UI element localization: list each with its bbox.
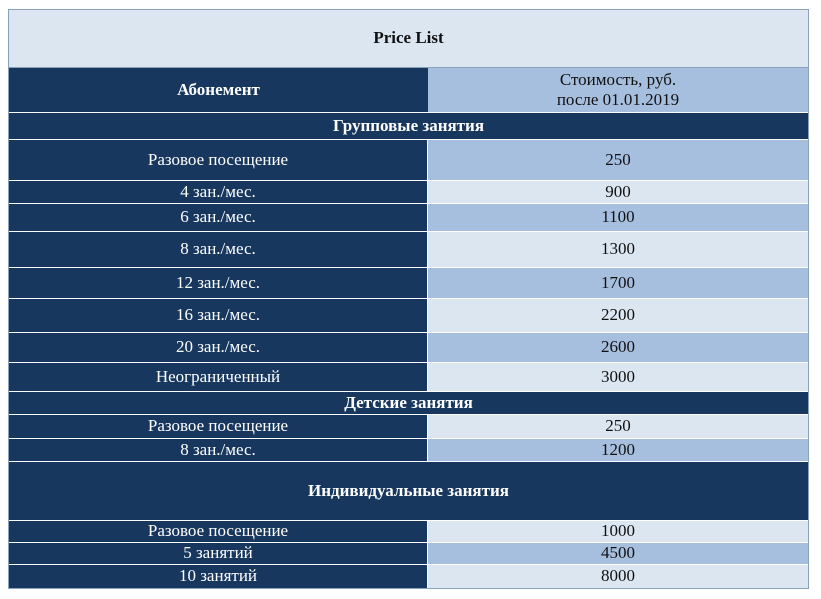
row-label: 10 занятий: [9, 565, 428, 588]
table-row: [9, 543, 808, 565]
table-row: [9, 232, 808, 268]
section-kids: [9, 392, 808, 415]
header-price-line2: после 01.01.2019: [556, 90, 680, 109]
table-row: [9, 140, 808, 181]
table-row: [9, 268, 808, 299]
table-title: Price List: [373, 28, 444, 48]
table-row: [9, 521, 808, 543]
table-row: [9, 333, 808, 363]
table-row: [9, 565, 808, 588]
row-label: 16 зан./мес.: [9, 299, 428, 332]
row-label: Неограниченный: [9, 363, 428, 391]
row-price: 2600: [428, 333, 808, 362]
row-price: 250: [428, 140, 808, 180]
row-label: 5 занятий: [9, 543, 428, 564]
row-label: 6 зан./мес.: [9, 204, 428, 231]
row-price: 900: [428, 181, 808, 203]
row-price: 1300: [428, 232, 808, 267]
table-row: [9, 299, 808, 333]
table-row: [9, 415, 808, 439]
section-title: Индивидуальные занятия: [308, 480, 509, 500]
row-label: Разовое посещение: [9, 140, 428, 180]
row-price: 3000: [428, 363, 808, 391]
row-label: Разовое посещение: [9, 521, 428, 542]
header-subscription: Абонемент: [9, 68, 428, 112]
row-label: Разовое посещение: [9, 415, 428, 438]
row-label: 4 зан./мес.: [9, 181, 428, 203]
section-individual: [9, 462, 808, 521]
row-price: 1200: [428, 439, 808, 461]
table-row: [9, 181, 808, 204]
table-row: [9, 439, 808, 462]
row-price: 250: [428, 415, 808, 438]
row-label: 8 зан./мес.: [9, 439, 428, 461]
title-row: [9, 10, 808, 68]
header-row: [9, 68, 808, 113]
row-price: 2200: [428, 299, 808, 332]
price-table: [8, 9, 809, 589]
row-label: 20 зан./мес.: [9, 333, 428, 362]
row-label: 12 зан./мес.: [9, 268, 428, 298]
section-title: Детские занятия: [344, 392, 473, 412]
header-price-line1: Стоимость, руб.: [559, 69, 677, 89]
row-label: 8 зан./мес.: [9, 232, 428, 267]
section-group: [9, 113, 808, 140]
row-price: 8000: [428, 565, 808, 588]
header-price: [428, 68, 808, 112]
row-price: 1000: [428, 521, 808, 542]
section-title: Групповые занятия: [332, 115, 485, 135]
table-row: [9, 363, 808, 392]
row-price: 1700: [428, 268, 808, 298]
row-price: 4500: [428, 543, 808, 564]
table-row: [9, 204, 808, 232]
row-price: 1100: [428, 204, 808, 231]
